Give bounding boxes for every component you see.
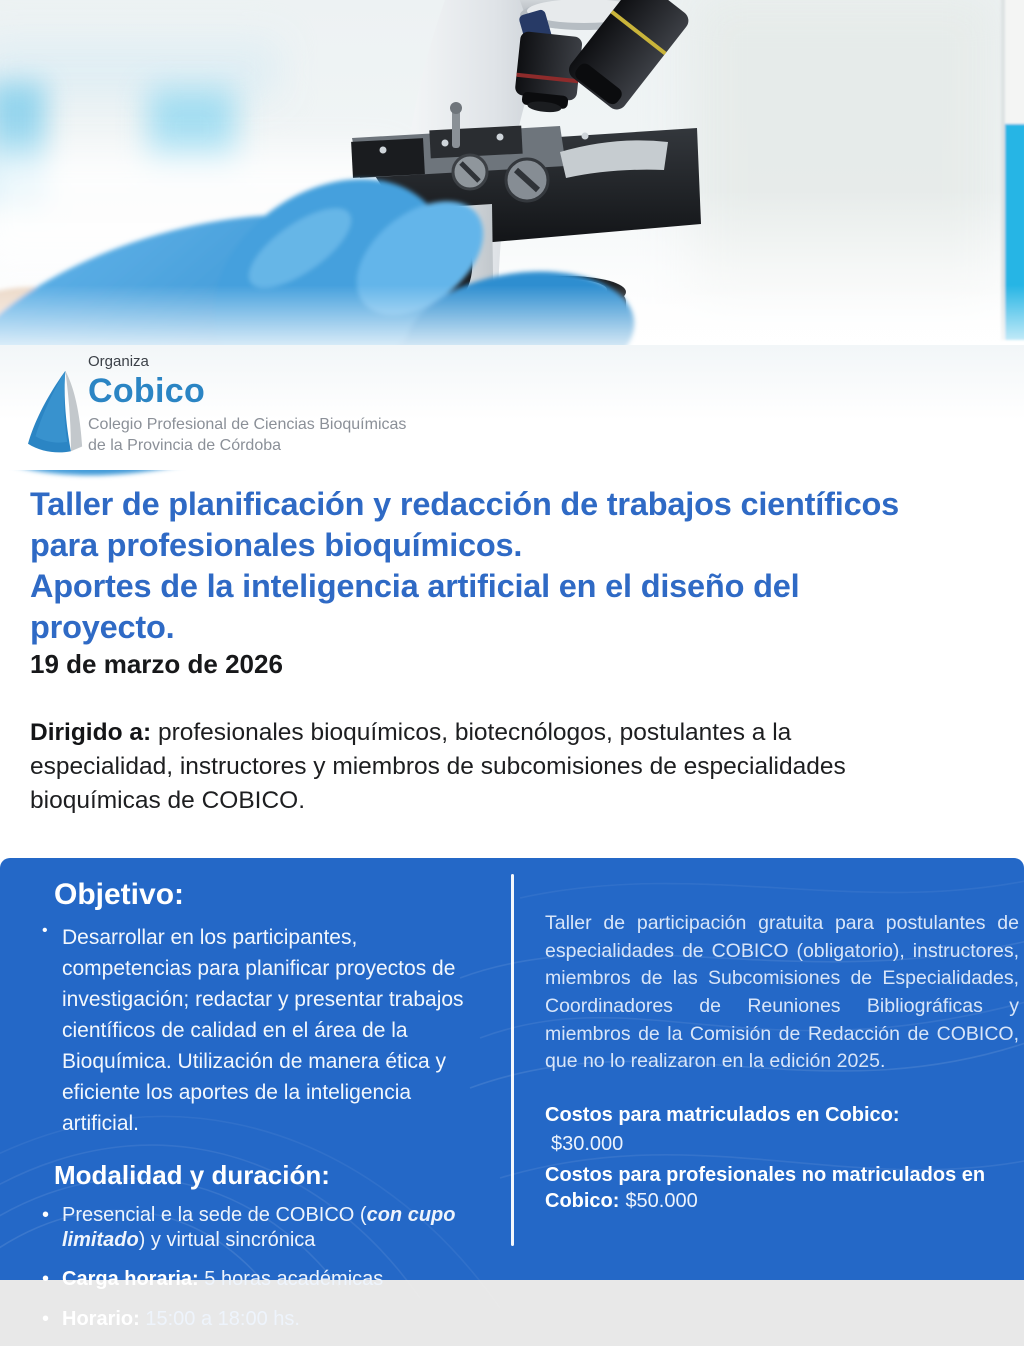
carga-horaria-value: 5 horas académicas	[198, 1267, 384, 1290]
objective-text: Desarrollar en los participantes, competencias para planificar proyectos de investigación; redactar y presentar trabajos científicos de calidad en el área de la Bioquímica. Utilización de manera ética y eficiente los aportes de la inteligencia artificial.	[62, 926, 464, 1136]
cost2-value: $50.000	[625, 1190, 698, 1213]
carga-horaria-label: Carga horaria:	[62, 1267, 199, 1290]
brand-tagline-2: de la Provincia de Córdoba	[88, 437, 282, 455]
cost1-value: $30.000	[551, 1133, 624, 1156]
modality-text-3	[62, 1307, 300, 1333]
photo-bottom-fade	[0, 285, 1024, 345]
modality-1-pre: Presencial e la sede de COBICO (	[62, 1203, 367, 1226]
organiza-label: Organiza	[88, 353, 149, 370]
modality-bullet-1	[42, 1203, 494, 1254]
audience	[30, 716, 910, 817]
audience-text: profesionales bioquímicos, biotecnólogos, postulantes a la especialidad, instructores y miembros de subcomisiones de especialidades bioquímicas de COBICO.	[30, 719, 846, 814]
bullet-dot: •	[42, 1203, 50, 1226]
bullet-dot: •	[42, 1308, 50, 1331]
cost1-label: Costos para matriculados en Cobico:	[545, 1104, 900, 1127]
event-title	[30, 484, 1020, 648]
bullet-dot: •	[42, 922, 48, 939]
title-line-2: para profesionales bioquímicos.	[30, 526, 523, 563]
cost-no-matriculados	[545, 1162, 1019, 1214]
modality-text-2	[62, 1267, 383, 1293]
brand-bar	[0, 345, 1024, 470]
brand-name: Cobico	[88, 372, 206, 410]
horario-label: Horario:	[62, 1308, 140, 1331]
column-divider	[511, 874, 514, 1246]
bullet-dot: •	[42, 1267, 50, 1290]
hero-photo	[0, 0, 1024, 345]
modality-heading: Modalidad y duración:	[54, 1159, 330, 1190]
modality-bullet-2	[42, 1267, 494, 1293]
title-line-1: Taller de planificación y redacción de trabajos científicos	[30, 486, 899, 522]
left-column	[42, 878, 494, 1346]
event-date: 19 de marzo de 2026	[30, 649, 283, 679]
right-column	[545, 910, 1019, 1214]
horario-value: 15:00 a 18:00 hs.	[139, 1308, 300, 1331]
cost-matriculados	[545, 1102, 1019, 1157]
title-line-3: Aportes de la inteligencia artificial en el diseño del	[30, 567, 800, 604]
modality-1-emphasis: con cupo limitado	[62, 1203, 456, 1252]
free-participation-text: Taller de participación gratuita para postulantes de especialidades de COBICO (obligatorio), instructores, miembros de las Subcomisiones de Especialidades, Coordinadores de Reuniones Bibliográficas y miembros de la Comisión de Redacción de COBICO, que no lo realizaron en la edición 2025.	[545, 912, 1019, 1073]
info-panel	[0, 858, 1024, 1331]
cobico-logo-icon	[28, 369, 84, 455]
brand-text	[88, 353, 406, 456]
modality-text-1	[62, 1203, 492, 1254]
cost2-label: Costos para profesionales no matriculados en Cobico:	[545, 1164, 986, 1213]
title-line-4: proyecto.	[30, 608, 175, 645]
objective-heading: Objetivo:	[54, 878, 185, 911]
brand-tagline-1: Colegio Profesional de Ciencias Bioquímicas	[88, 416, 407, 433]
objective-bullet	[42, 922, 494, 1140]
modality-1-post: ) y virtual sincrónica	[138, 1229, 316, 1252]
modality-bullet-3	[42, 1307, 494, 1333]
audience-label: Dirigido a:	[30, 719, 152, 746]
